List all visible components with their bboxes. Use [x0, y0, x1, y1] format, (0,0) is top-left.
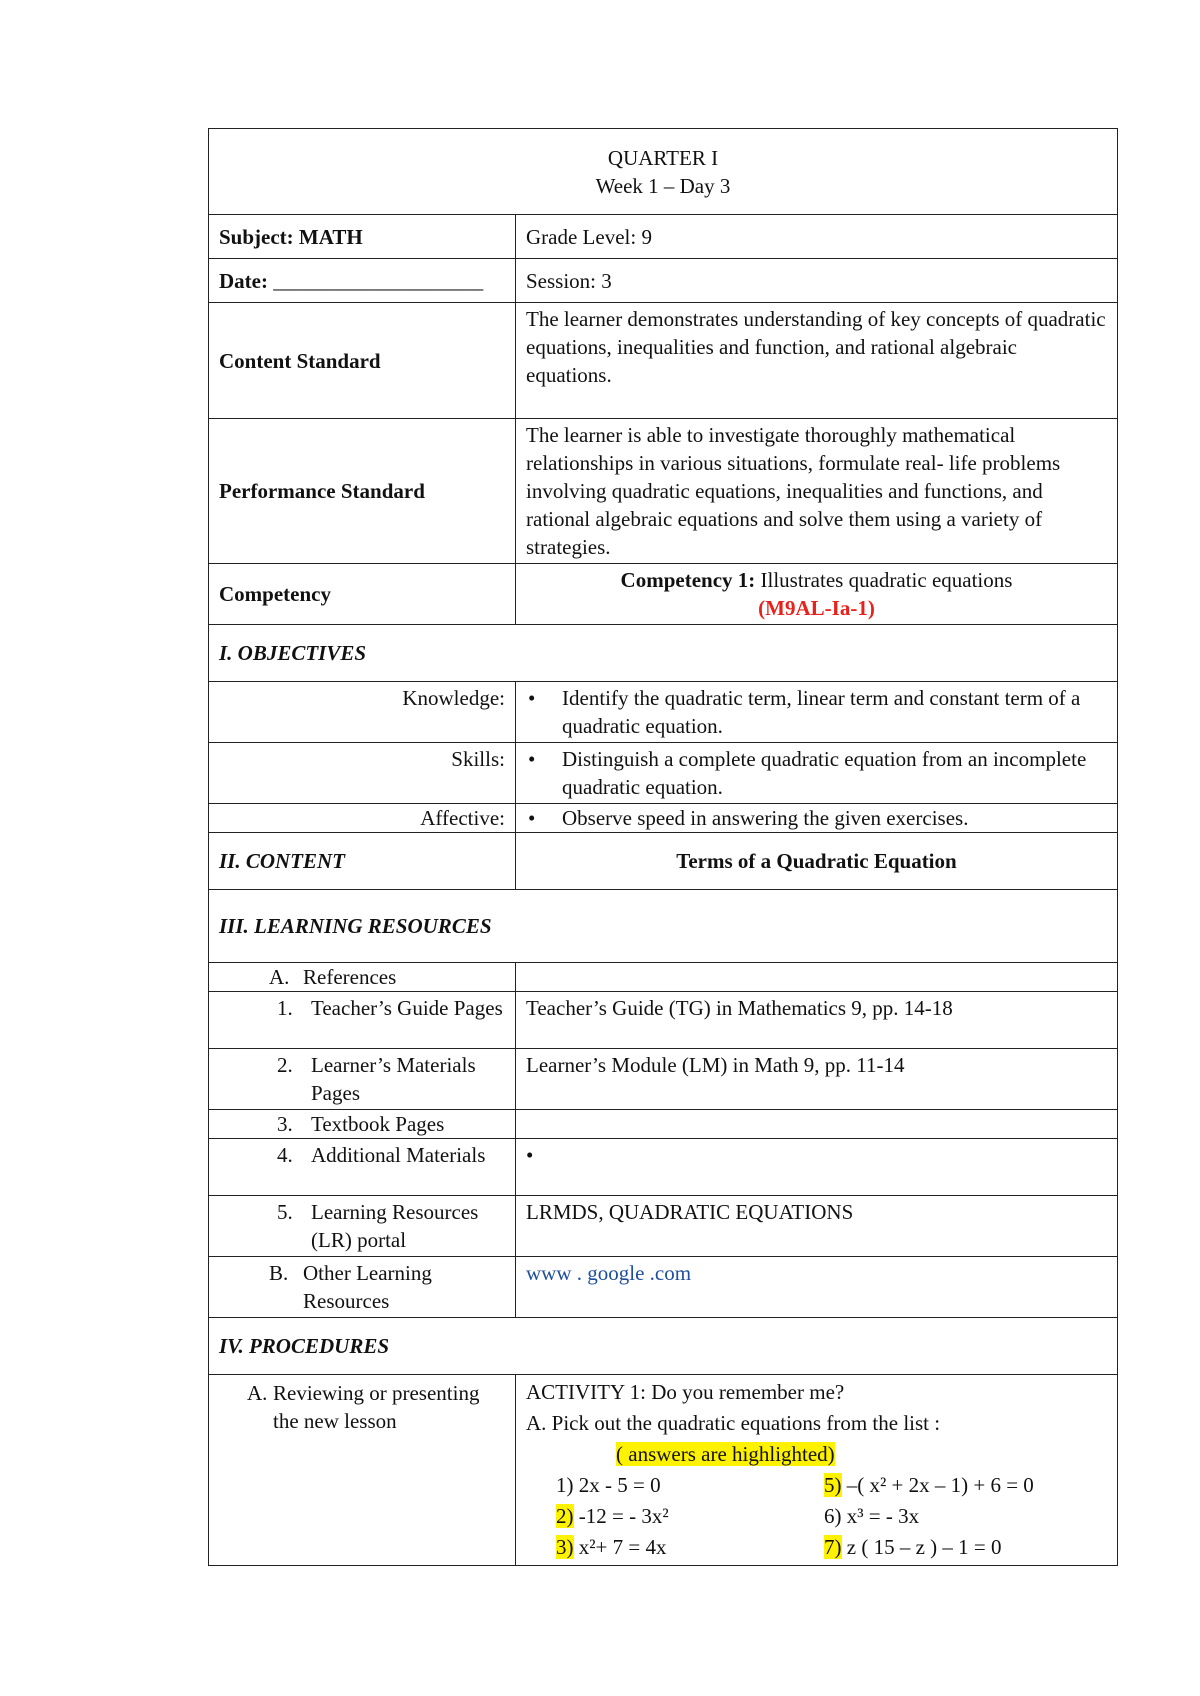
session-label: Session: [526, 268, 597, 293]
lm-label-cell [209, 1049, 516, 1110]
equation-text: x²+ 7 = 4x [573, 1535, 667, 1559]
additional-label-cell [209, 1139, 516, 1196]
bullet-icon: • [526, 1143, 534, 1167]
lr-portal-row [209, 1196, 1118, 1257]
procedures-heading-row [209, 1318, 1118, 1375]
tg-label: Teacher’s Guide Pages [311, 996, 503, 1020]
skills-cell [516, 743, 1118, 804]
equation-number: 7) [824, 1535, 842, 1559]
lm-label: Learner’s Materials Pages [311, 1053, 476, 1105]
lesson-plan-table [208, 128, 1118, 1566]
subject-row [209, 215, 1118, 259]
tg-value: Teacher’s Guide (TG) in Mathematics 9, pp. 14-18 [516, 992, 1118, 1049]
competency-cell [516, 564, 1118, 625]
skills-text: Distinguish a complete quadratic equation from an incomplete quadratic equation. [562, 747, 1087, 799]
textbook-num: 3. [277, 1112, 293, 1136]
lr-portal-label-cell [209, 1196, 516, 1257]
subject-label: Subject: [219, 224, 294, 249]
content-standard-row [209, 303, 1118, 419]
date-blank: ____________________ [273, 268, 484, 293]
affective-text: Observe speed in answering the given exercises. [562, 806, 969, 830]
quarter-title: QUARTER I [607, 145, 719, 170]
lm-value: Learner’s Module (LM) in Math 9, pp. 11-14 [516, 1049, 1118, 1110]
reviewing-label-cell [209, 1375, 516, 1566]
equation-number: 3) [556, 1535, 574, 1559]
knowledge-label: Knowledge: [209, 682, 516, 743]
tg-num: 1. [277, 996, 293, 1020]
affective-row [209, 804, 1118, 833]
equation-text: –( x² + 2x – 1) + 6 = 0 [841, 1473, 1034, 1497]
other-resources-num: B. [269, 1261, 289, 1285]
session-value: 3 [601, 268, 612, 293]
content-topic: Terms of a Quadratic Equation [516, 833, 1118, 890]
competency-row [209, 564, 1118, 625]
references-label-cell [209, 963, 516, 992]
tg-label-cell [209, 992, 516, 1049]
other-resources-label: Other Learning Resources [303, 1261, 432, 1313]
grade-value: 9 [641, 224, 652, 249]
reviewing-num: A. [247, 1381, 268, 1405]
bullet-icon: • [528, 806, 536, 830]
equation-1 [556, 1470, 824, 1501]
equation-2 [556, 1501, 824, 1532]
header-cell [209, 129, 1118, 215]
grade-cell [516, 215, 1118, 259]
equation-text: 2x - 5 = 0 [573, 1473, 661, 1497]
activity-instruction: A. Pick out the quadratic equations from the list : [526, 1411, 941, 1435]
references-value-cell [516, 963, 1118, 992]
content-row [209, 833, 1118, 890]
equation-7 [824, 1532, 1084, 1563]
tg-row [209, 992, 1118, 1049]
performance-standard-row [209, 419, 1118, 564]
equation-number: 5) [824, 1473, 842, 1497]
date-cell [209, 259, 516, 303]
equation-6 [824, 1501, 1084, 1532]
date-label: Date: [219, 268, 268, 293]
resources-heading: III. LEARNING RESOURCES [209, 890, 1118, 963]
reviewing-row [209, 1375, 1118, 1566]
header-row [209, 129, 1118, 215]
subject-cell [209, 215, 516, 259]
activity-note: ( answers are highlighted) [616, 1442, 835, 1466]
textbook-label-cell [209, 1110, 516, 1139]
knowledge-row [209, 682, 1118, 743]
additional-row [209, 1139, 1118, 1196]
other-resources-value-cell [516, 1257, 1118, 1318]
affective-cell [516, 804, 1118, 833]
content-heading: II. CONTENT [209, 833, 516, 890]
lr-portal-num: 5. [277, 1200, 293, 1224]
grade-label: Grade Level: [526, 224, 637, 249]
additional-value-cell [516, 1139, 1118, 1196]
equation-text: -12 = - 3x² [573, 1504, 669, 1528]
competency-code: (M9AL-Ia-1) [758, 596, 875, 620]
other-resources-row [209, 1257, 1118, 1318]
equation-number: 1) [556, 1473, 574, 1497]
equation-5 [824, 1470, 1084, 1501]
textbook-row [209, 1110, 1118, 1139]
activity-cell [516, 1375, 1118, 1566]
additional-num: 4. [277, 1143, 293, 1167]
performance-standard-text: The learner is able to investigate thoroughly mathematical relationships in various situations, formulate real- life problems involving quadratic equations, inequalities and functions, and rational algebraic equations and solve them using a variety of strategies. [516, 419, 1118, 564]
activity-title: ACTIVITY 1: Do you remember me? [526, 1380, 845, 1404]
date-row [209, 259, 1118, 303]
references-row [209, 963, 1118, 992]
subject-value: MATH [298, 224, 363, 249]
performance-standard-label: Performance Standard [209, 419, 516, 564]
lr-portal-label: Learning Resources (LR) portal [311, 1200, 479, 1252]
resources-heading-row [209, 890, 1118, 963]
objectives-heading: I. OBJECTIVES [209, 625, 1118, 682]
other-resources-label-cell [209, 1257, 516, 1318]
equation-number: 6) [824, 1504, 842, 1528]
knowledge-cell [516, 682, 1118, 743]
bullet-icon: • [528, 747, 536, 771]
equation-text: z ( 15 – z ) – 1 = 0 [841, 1535, 1002, 1559]
session-cell [516, 259, 1118, 303]
equation-list [526, 1470, 1107, 1563]
procedures-heading: IV. PROCEDURES [209, 1318, 1118, 1375]
reviewing-label: Reviewing or presenting the new lesson [273, 1381, 480, 1433]
additional-label: Additional Materials [311, 1143, 486, 1167]
references-label: References [303, 965, 397, 989]
content-standard-label: Content Standard [209, 303, 516, 419]
skills-row [209, 743, 1118, 804]
competency-title: Competency 1: [620, 568, 756, 592]
affective-label: Affective: [209, 804, 516, 833]
content-standard-text: The learner demonstrates understanding of key concepts of quadratic equations, inequalities and function, and rational algebraic equations. [516, 303, 1118, 419]
equation-text: x³ = - 3x [841, 1504, 920, 1528]
week-day: Week 1 – Day 3 [595, 173, 731, 198]
equation-number: 2) [556, 1504, 574, 1528]
references-num: A. [269, 965, 290, 989]
competency-label: Competency [209, 564, 516, 625]
google-link[interactable]: www . google .com [526, 1261, 692, 1285]
textbook-value-cell [516, 1110, 1118, 1139]
lm-num: 2. [277, 1053, 293, 1077]
bullet-icon: • [528, 686, 536, 710]
lr-portal-value: LRMDS, QUADRATIC EQUATIONS [516, 1196, 1118, 1257]
textbook-label: Textbook Pages [311, 1112, 445, 1136]
skills-label: Skills: [209, 743, 516, 804]
knowledge-text: Identify the quadratic term, linear term and constant term of a quadratic equation. [562, 686, 1081, 738]
equation-3 [556, 1532, 824, 1563]
objectives-heading-row [209, 625, 1118, 682]
competency-text: Illustrates quadratic equations [755, 568, 1013, 592]
lm-row [209, 1049, 1118, 1110]
